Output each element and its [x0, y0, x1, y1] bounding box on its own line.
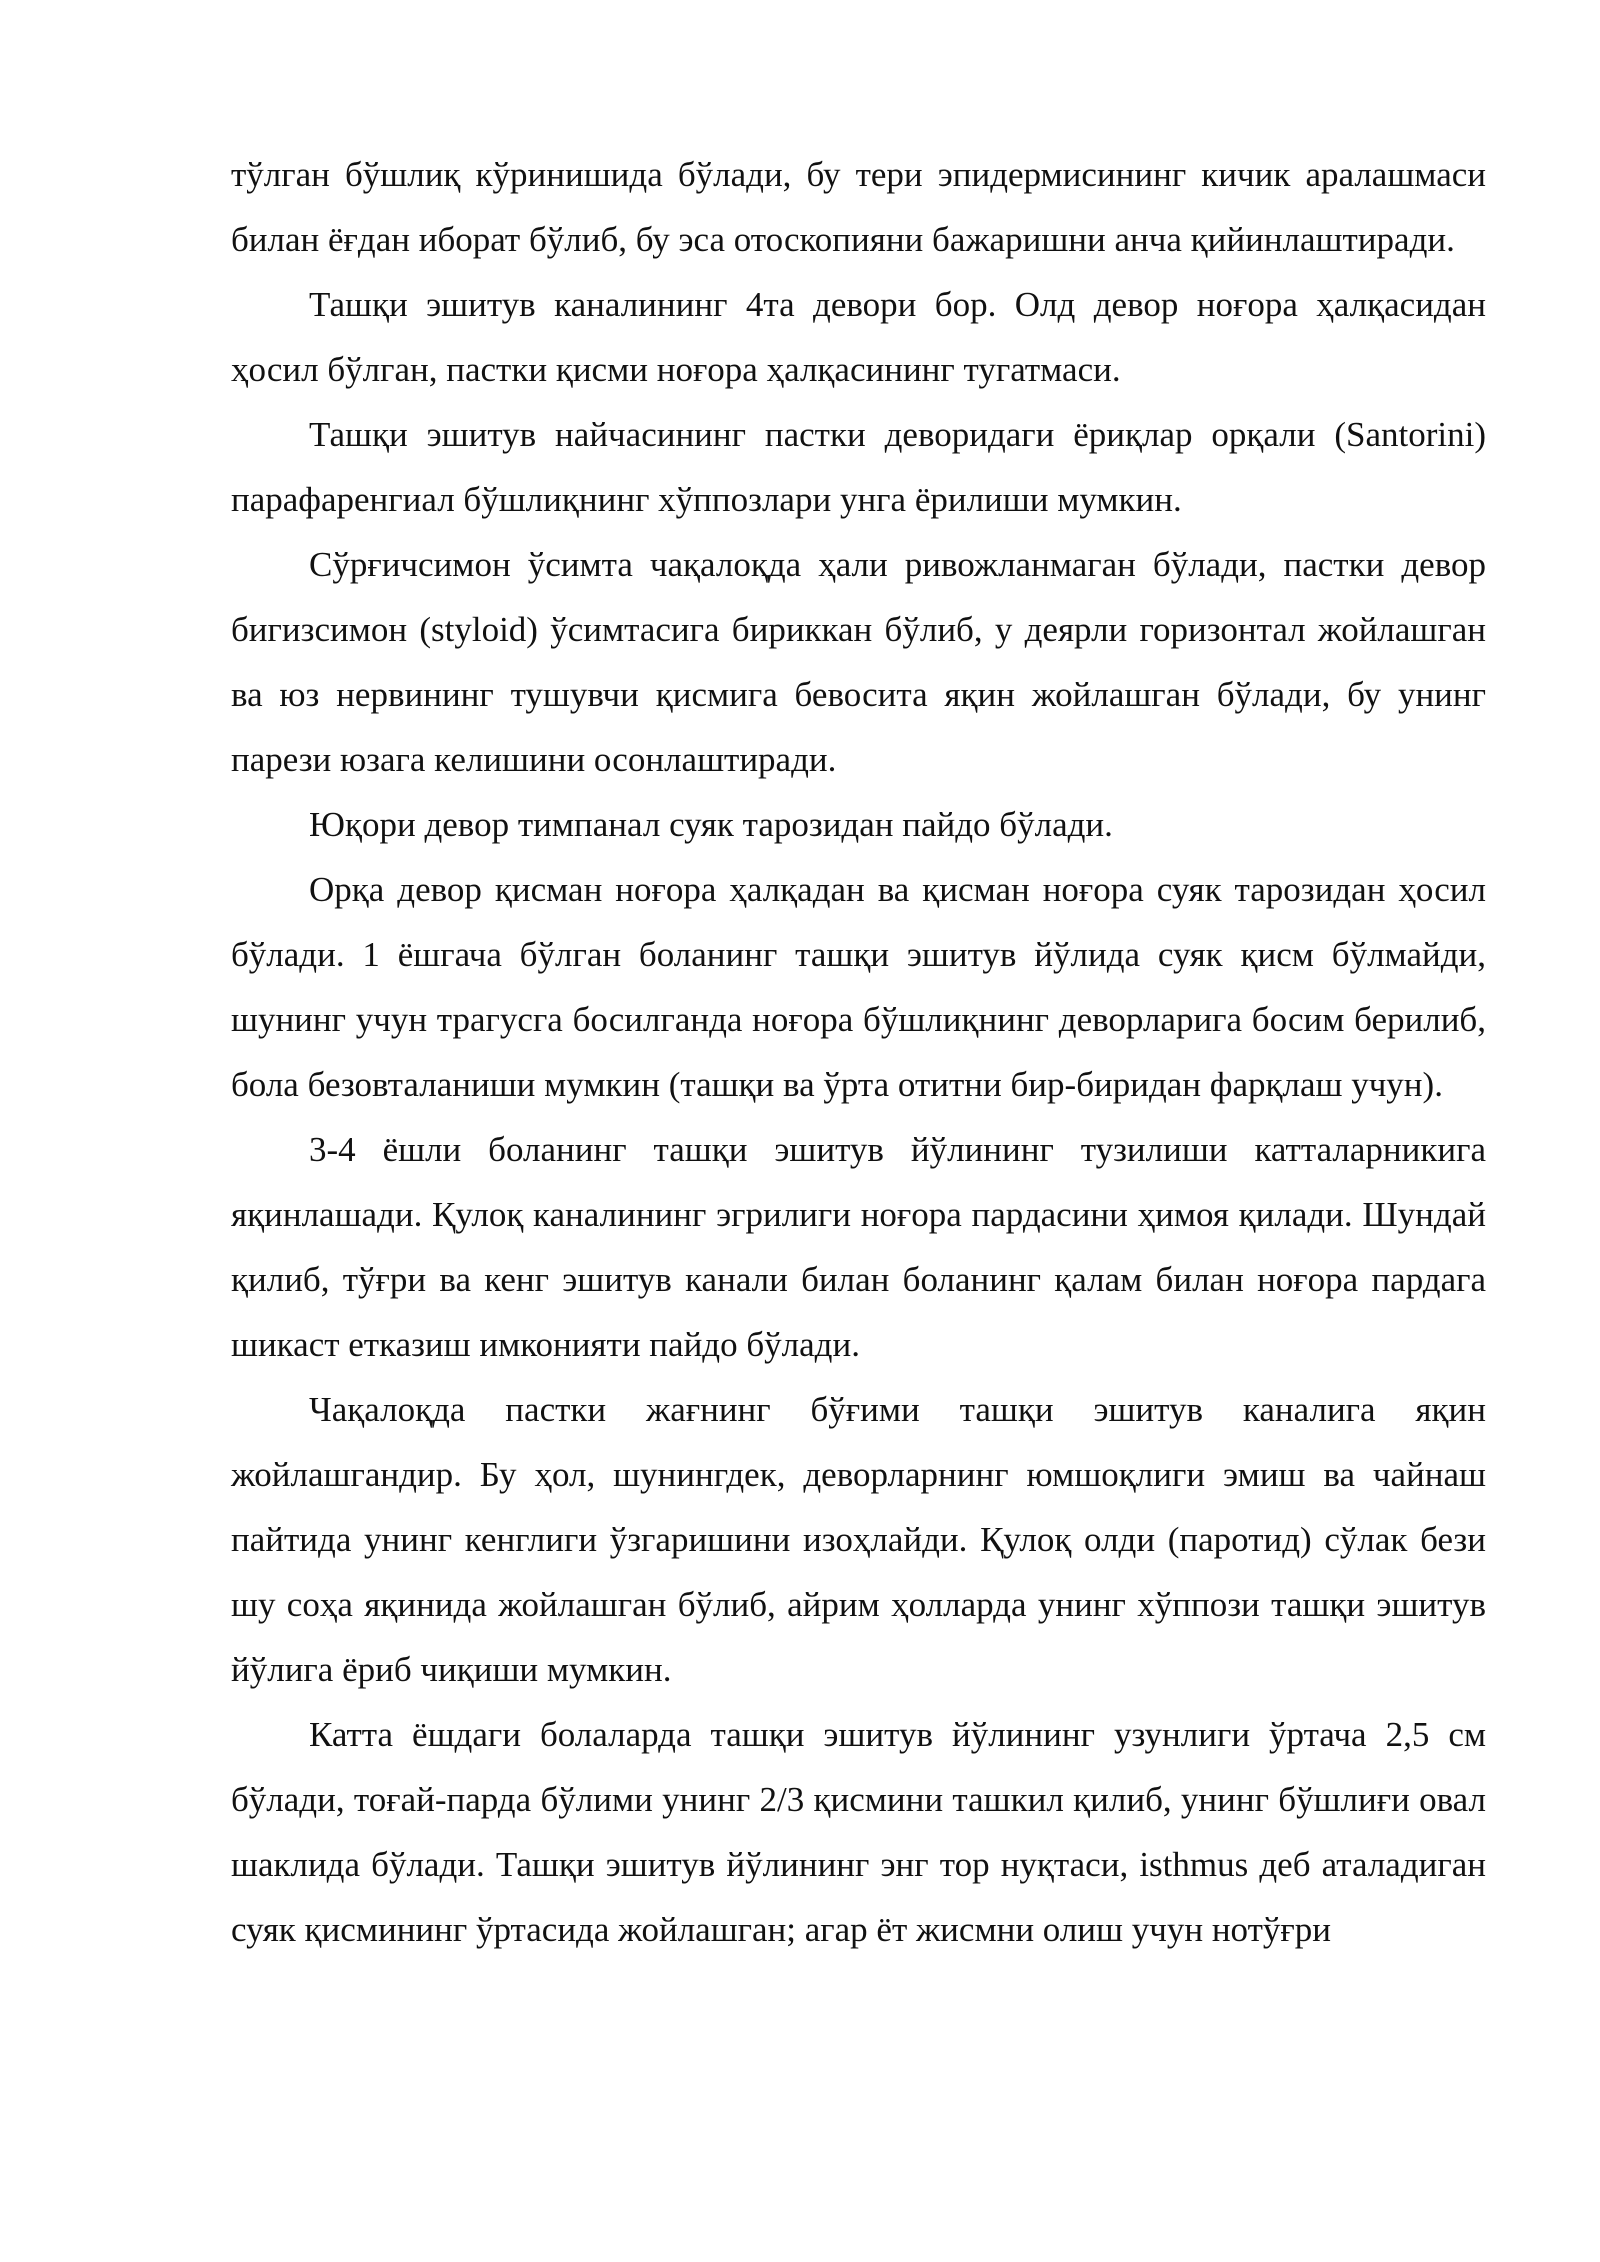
- paragraph-4: Сўрғичсимон ўсимта чақалоқда ҳали ривожланмаган бўлади, пастки девор бигизсимон (styloid) ўсимтасига бириккан бўлиб, у деярли горизонтал жойлашган ва юз нервининг тушувчи қисмига бевосита яқин жойлашган бўлади, бу унинг парези юзага келишини осонлаштиради.: [231, 545, 1486, 779]
- paragraph-5: Юқори девор тимпанал суяк тарозидан пайдо бўлади.: [309, 805, 1113, 844]
- paragraph-7: 3-4 ёшли боланинг ташқи эшитув йўлининг тузилиши катталарникига яқинлашади. Қулоқ каналининг эгрилиги ноғора пардасини ҳимоя қилади. Шундай қилиб, тўғри ва кенг эшитув канали билан боланинг қалам билан ноғора пардага шикаст етказиш имконияти пайдо бўлади.: [231, 1130, 1486, 1364]
- document-page: [231, 142, 1486, 1962]
- paragraph-2: Ташқи эшитув каналининг 4та девори бор. Олд девор ноғора ҳалқасидан ҳосил бўлган, пастки қисми ноғора ҳалқасининг тугатмаси.: [231, 285, 1486, 389]
- paragraph-8: Чақалоқда пастки жағнинг бўғими ташқи эшитув каналига яқин жойлашгандир. Бу ҳол, шунингдек, деворларнинг юмшоқлиги эмиш ва чайнаш пайтида унинг кенглиги ўзгаришини изоҳлайди. Қулоқ олди (паротид) сўлак бези шу соҳа яқинида жойлашган бўлиб, айрим ҳолларда унинг хўппози ташқи эшитув йўлига ёриб чиқиши мумкин.: [231, 1390, 1486, 1689]
- paragraph-9: Катта ёшдаги болаларда ташқи эшитув йўлининг узунлиги ўртача 2,5 см бўлади, тоғай-парда бўлими унинг 2/3 қисмини ташкил қилиб, унинг бўшлиғи овал шаклида бўлади. Ташқи эшитув йўлининг энг тор нуқтаси, isthmus деб аталадиган суяк қисмининг ўртасида жойлашган; агар ёт жисмни олиш учун нотўғри: [231, 1715, 1486, 1949]
- paragraph-1: тўлган бўшлиқ кўринишида бўлади, бу тери эпидермисининг кичик аралашмаси билан ёғдан иборат бўлиб, бу эса отоскопияни бажаришни анча қийинлаштиради.: [231, 155, 1486, 259]
- paragraph-6: Орқа девор қисман ноғора ҳалқадан ва қисман ноғора суяк тарозидан ҳосил бўлади. 1 ёшгача бўлган боланинг ташқи эшитув йўлида суяк қисм бўлмайди, шунинг учун трагусга босилганда ноғора бўшлиқнинг деворларига босим берилиб, бола безовталаниши мумкин (ташқи ва ўрта отитни бир-биридан фарқлаш учун).: [231, 870, 1486, 1104]
- paragraph-3: Ташқи эшитув найчасининг пастки деворидаги ёриқлар орқали (Santorini) парафаренгиал бўшлиқнинг хўппозлари унга ёрилиши мумкин.: [231, 415, 1486, 519]
